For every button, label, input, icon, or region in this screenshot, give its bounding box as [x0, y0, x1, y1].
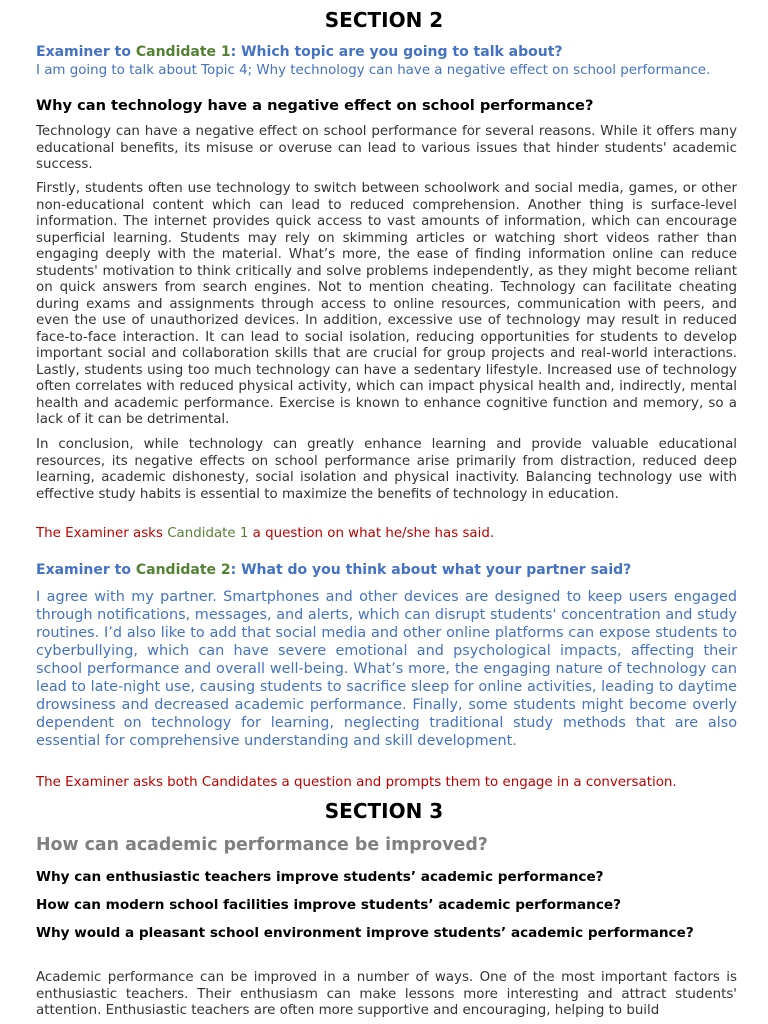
body-paragraph: Firstly, students often use technology to switch between schoolwork and social media, games, or other non-educational content which can lead to reduced comprehension. Another thing is surface-level information. The internet provides quick access to vast amounts of information, which can encourage superficial learning. Students may rely on skimming articles or watching short videos rather than engaging deeply with the material. What’s more, the ease of finding information online can reduce students' motivation to think critically and solve problems independently, as they might become reliant on quick answers from search engines. Not to mention cheating. Technology can facilitate cheating during exams and assignments through access to online resources, communication with peers, and even the use of unauthorized devices. In addition, excessive use of technology may result in reduced face-to-face interaction. It can lead to social isolation, reducing opportunities for students to develop important social and collaboration skills that are crucial for group projects and real-world interactions. Lastly, students using too much technology can have a sedentary lifestyle. Increased use of technology often correlates with reduced physical activity, which can impact physical health and, indirectly, mental health and academic performance. Exercise is known to enhance cognitive function and memory, so a lack of it can be detrimental.	[36, 181, 737, 427]
topic-question-heading: Why can technology have a negative effect on school performance?	[36, 97, 594, 114]
examiner-question-2	[36, 562, 737, 578]
examiner-prefix: Examiner to	[36, 44, 136, 60]
instruction-suffix: a question on what he/she has said.	[248, 526, 495, 541]
section-3-question: Why can enthusiastic teachers improve students’ academic performance?	[36, 869, 604, 885]
topic-answer: I am going to talk about Topic 4; Why technology can have a negative effect on school performance.	[36, 63, 711, 78]
examiner-question-text: : Which topic are you going to talk about?	[230, 44, 563, 60]
instruction-prefix: The Examiner asks	[36, 526, 168, 541]
section-3-question: How can modern school facilities improve students’ academic performance?	[36, 897, 621, 913]
section-3-topic: How can academic performance be improved?	[36, 835, 488, 855]
examiner-question-1	[36, 44, 737, 60]
examiner-instruction-2: The Examiner asks both Candidates a question and prompts them to engage in a conversation.	[36, 775, 677, 790]
section-3-question: Why would a pleasant school environment improve students’ academic performance?	[36, 925, 694, 941]
candidate-2-answer: I agree with my partner. Smartphones and other devices are designed to keep users engaged through notifications, messages, and alerts, which can disrupt students' concentration and study routines. I’d also like to add that social media and other online platforms can expose students to cyberbullying, which can have severe emotional and psychological impacts, affecting their school performance and overall well-being. What’s more, the engaging nature of technology can lead to late-night use, causing students to sacrifice sleep for online activities, leading to daytime drowsiness and decreased academic performance. Finally, some students might become overly dependent on technology for learning, neglecting traditional study methods that are also essential for comprehensive understanding and skill development.	[36, 589, 737, 749]
conclusion-paragraph: In conclusion, while technology can greatly enhance learning and provide valuable educational resources, its negative effects on school performance arise primarily from distraction, reduced deep learning, academic dishonesty, social isolation and physical inactivity. Balancing technology use with effective study habits is essential to maximize the benefits of technology in education.	[36, 437, 737, 502]
candidate-2-label: Candidate 2	[135, 562, 231, 578]
candidate-1-label: Candidate 1	[167, 526, 249, 541]
examiner-question-text: : What do you think about what your partner said?	[230, 562, 632, 578]
examiner-instruction-1	[36, 526, 737, 541]
section-3-title: SECTION 3	[324, 799, 444, 823]
section-2-title: SECTION 2	[324, 8, 444, 32]
candidate-1-label: Candidate 1	[135, 44, 231, 60]
section-3-paragraph: Academic performance can be improved in a number of ways. One of the most important factors is enthusiastic teachers. Their enthusiasm can make lessons more interesting and attract students' attention. Enthusiastic teachers are often more supportive and encouraging, helping to build	[36, 970, 737, 1018]
examiner-prefix: Examiner to	[36, 562, 136, 578]
intro-paragraph: Technology can have a negative effect on school performance for several reasons. While it offers many educational benefits, its misuse or overuse can lead to various issues that hinder students' academic success.	[36, 124, 737, 172]
